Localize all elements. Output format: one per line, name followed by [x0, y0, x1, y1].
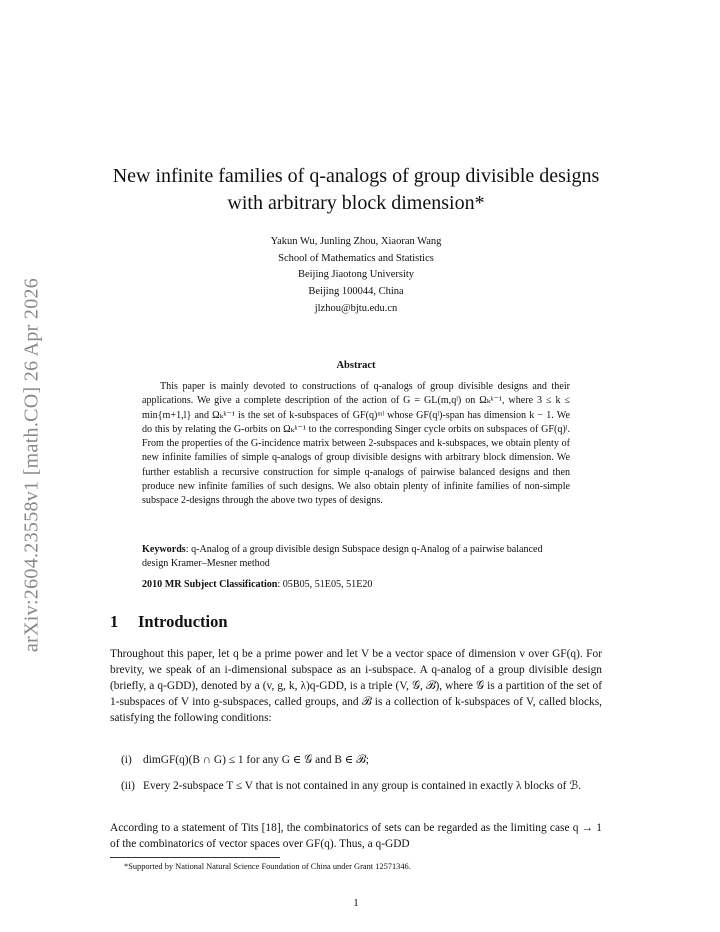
footnote-text: *Supported by National Natural Science Foundation of China under Grant 12571346. [124, 862, 411, 871]
page-number: 1 [353, 897, 359, 909]
footnote-rule [110, 857, 280, 858]
condition-item-2 [110, 778, 602, 794]
msc-text: : 05B05, 51E05, 51E20 [277, 579, 373, 590]
intro-paragraph-2: According to a statement of Tits [18], the combinatorics of sets can be regarded as the limiting case q → 1 of the combinatorics of vector spaces over GF(q). Thus, a q-GDD [110, 822, 602, 850]
condition-2-label: (ii) [121, 780, 135, 792]
author-names: Yakun Wu, Junling Zhou, Xiaoran Wang [270, 236, 442, 247]
section-title: Introduction [138, 612, 228, 631]
condition-1-text: dimGF(q)(B ∩ G) ≤ 1 for any G ∈ 𝒢 and B ∈ ℬ; [143, 754, 369, 766]
section-number: 1 [110, 612, 119, 631]
keywords-label: Keywords [142, 544, 186, 555]
affiliation-line-2: Beijing Jiaotong University [297, 269, 415, 281]
affiliation-line-3: Beijing 100044, China [308, 286, 404, 298]
keywords-line [142, 543, 570, 571]
condition-2-text: Every 2-subspace T ≤ V that is not contained in any group is contained in exactly λ blocks of ℬ. [143, 780, 582, 792]
section-heading [110, 612, 228, 632]
affiliation-line-1: School of Mathematics and Statistics [278, 252, 434, 264]
abstract-body [142, 380, 570, 509]
arxiv-sidebar-stamp [14, 240, 50, 690]
abstract-text: This paper is mainly devoted to constructions of q-analogs of group divisible designs and their applications. We give a complete description of the action of G = GL(m,qˡ) on Ωₖᵏ⁻¹, where 3 ≤ k ≤ min{m+1,l} and Ωₖᵏ⁻¹ is the set of k-subspaces of GF(q)ᵐˡ whose GF(qˡ)-span has dimension k − 1. We do this by relating the G-orbits on Ωₖᵏ⁻¹ to the corresponding Singer cycle orbits on subspaces of GF(q)ˡ. From the properties of the G-incidence matrix between 2-subspaces and k-subspaces, we obtain plenty of new infinite families of simple q-analogs of group divisible designs with arbitrary block dimension. We further establish a recursive construction for simple q-analogs of pairwise balanced designs and then produce new infinite families of such designs. We also obtain plenty of infinite families of non-simple subspace 2-designs through the above two types of designs. [142, 381, 570, 507]
msc-line [142, 578, 570, 592]
condition-item-1 [110, 752, 602, 768]
intro-paragraph-1: Throughout this paper, let q be a prime power and let V be a vector space of dimension v over GF(q). For brevity, we speak of an i-dimensional subspace as an i-subspace. A q-analog of a group divisible design (briefly, a q-GDD), denoted by a (v, g, k, λ)q-GDD, is a triple (V, 𝒢, ℬ), where 𝒢 is a partition of the set of 1-subspaces of V into g-subspaces, called groups, and ℬ is a collection of k-subspaces of V, called blocks, satisfying the following conditions: [110, 648, 602, 724]
title-line-2: with arbitrary block dimension* [227, 192, 485, 214]
author-block [160, 234, 552, 318]
title-line-1: New infinite families of q-analogs of group divisible designs [112, 165, 600, 187]
keywords-text: : q-Analog of a group divisible design Subspace design q-Analog of a pairwise balanced design Kramer–Mesner method [142, 544, 543, 569]
paper-title [100, 163, 612, 217]
author-email: jlzhou@bjtu.edu.cn [314, 302, 398, 314]
msc-label: 2010 MR Subject Classification [142, 579, 278, 590]
condition-1-label: (i) [121, 754, 132, 766]
abstract-heading: Abstract [336, 360, 376, 371]
arxiv-identifier: arXiv:2604.23558v1 [math.CO] 26 Apr 2026 [20, 277, 43, 653]
